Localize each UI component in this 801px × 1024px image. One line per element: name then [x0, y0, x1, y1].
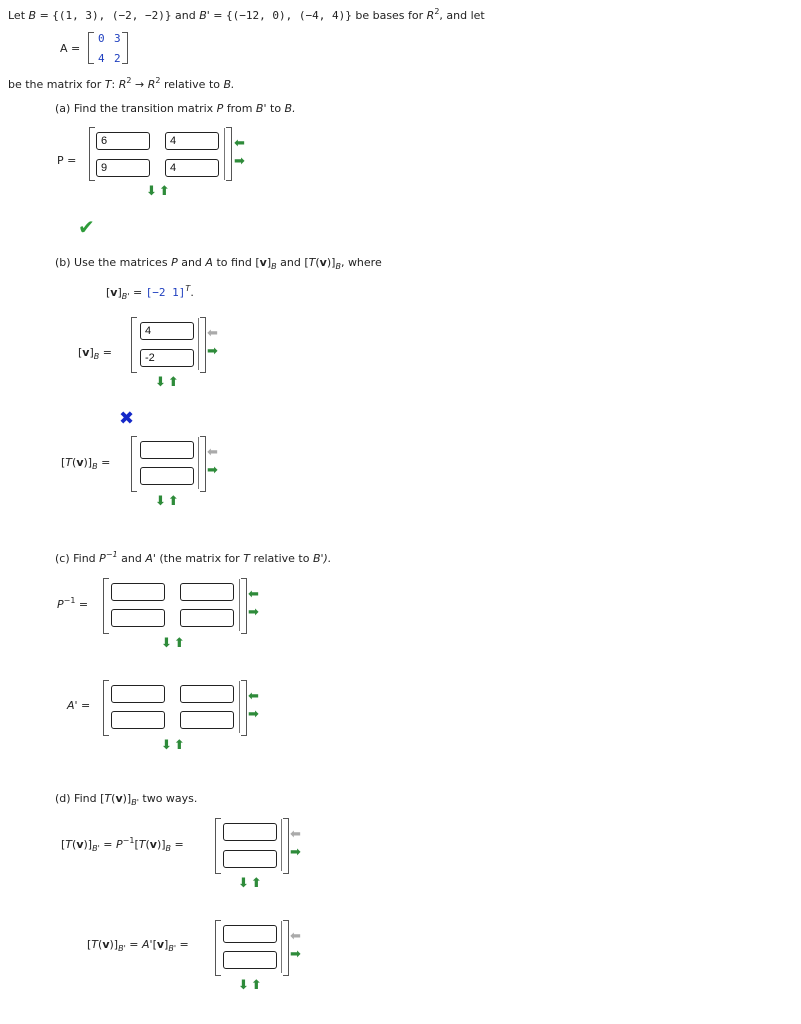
way1-input[interactable] — [223, 823, 277, 841]
a-matrix-cell: 3 — [114, 32, 121, 45]
p-matrix-row-controls — [146, 184, 172, 199]
matrix-line-arrow: → — [134, 78, 145, 91]
remove-column-left-icon[interactable]: ⬅ — [248, 587, 259, 602]
remove-row-up-icon[interactable]: ⬆ — [167, 494, 181, 509]
matrix-line-r: R — [118, 78, 127, 91]
part-c-p-inverse: $P^{-1}$ — [99, 550, 118, 565]
add-row-down-icon[interactable]: ⬇ — [161, 636, 174, 651]
intro-b-set: {(1, 3), (−2, −2)} — [52, 9, 172, 22]
intro-bp-symbol: B' — [199, 9, 210, 22]
part-b-v-b: $[v]_B$ — [255, 256, 277, 271]
way2-left-bracket — [215, 920, 221, 976]
part-a-p: P — [216, 102, 224, 115]
p-inverse-label: $P^{-1}$ = — [57, 596, 89, 611]
part-b-prompt-text: (b) Use the matrices — [55, 256, 168, 269]
p-inverse-divider — [239, 579, 240, 631]
remove-column-left-icon[interactable]: ⬅ — [207, 445, 218, 460]
intro-bp-set: {(−12, 0), (−4, 4)} — [226, 9, 352, 22]
p-matrix-input[interactable] — [165, 132, 219, 150]
tv-b-label: $[T(v)]_B$ = — [61, 456, 111, 471]
a-prime-label: A' = — [67, 699, 91, 712]
a-matrix-cell: 4 — [98, 52, 105, 65]
a-matrix-label: A = — [60, 42, 81, 55]
remove-row-up-icon[interactable]: ⬆ — [250, 876, 264, 891]
way1-right-bracket — [283, 818, 289, 874]
a-matrix-right-bracket — [122, 32, 128, 64]
part-a-prompt — [55, 102, 296, 115]
a-matrix-left-bracket — [88, 32, 94, 64]
v-b-input[interactable] — [140, 322, 194, 340]
matrix-line-r2: R — [147, 78, 156, 91]
part-b-and: and — [181, 256, 202, 269]
matrix-line-b: B. — [223, 78, 235, 91]
v-b-row-controls — [155, 375, 181, 390]
given-v-vector: [−2 1] — [145, 286, 186, 299]
part-c-bp: B'). — [312, 552, 332, 565]
tv-bprime-way2-label: $[T(v)]_{B'} = A'[v]_{B'}$ = — [87, 938, 189, 953]
part-b-tv-b: $[T(v)]_B$, — [304, 256, 345, 271]
matrix-line-exp2: 2 — [155, 76, 161, 85]
v-b-label: $[v]_B$ = — [78, 346, 112, 361]
a-prime-input[interactable] — [111, 711, 165, 729]
part-c-paren: (the matrix for — [159, 552, 240, 565]
v-b-input[interactable] — [140, 349, 194, 367]
part-c-relative: relative to — [253, 552, 310, 565]
part-b-where: where — [347, 256, 382, 269]
p-matrix-input[interactable] — [165, 159, 219, 177]
intro-r-exp: 2 — [434, 7, 440, 16]
p-inverse-input[interactable] — [111, 583, 165, 601]
part-d-prompt: (d) Find $[T(v)]_{B'}$ two ways. — [55, 792, 198, 807]
part-c-t: T — [243, 552, 250, 565]
intro-eq: = — [39, 9, 49, 22]
a-prime-input[interactable] — [180, 685, 234, 703]
p-matrix-input[interactable] — [96, 132, 150, 150]
add-column-right-icon[interactable]: ➡ — [248, 605, 259, 620]
part-b-to-find: to find — [216, 256, 252, 269]
matrix-line-suffix: relative to — [163, 78, 220, 91]
a-prime-right-bracket — [241, 680, 247, 736]
intro-be-bases: be bases for — [355, 9, 424, 22]
matrix-line-t: T — [104, 78, 112, 91]
remove-column-left-icon[interactable]: ⬅ — [207, 326, 218, 341]
add-column-right-icon[interactable]: ➡ — [207, 463, 218, 478]
incorrect-cross-icon: ✖ — [119, 408, 135, 429]
way2-input[interactable] — [223, 951, 277, 969]
part-d-two-ways: two ways. — [142, 792, 198, 805]
a-matrix-cell: 2 — [114, 52, 121, 65]
way1-input[interactable] — [223, 850, 277, 868]
part-c-prompt-text: (c) Find — [55, 552, 96, 565]
remove-column-left-icon[interactable]: ⬅ — [248, 689, 259, 704]
p-inverse-input[interactable] — [180, 583, 234, 601]
tv-b-row-controls — [155, 494, 181, 509]
intro-and: and — [175, 9, 196, 22]
part-a-prompt-text: (a) Find the transition matrix — [55, 102, 214, 115]
matrix-line-colon: : — [111, 78, 116, 91]
given-v-bprime: $[v]_{B'} = [-2$ 1]$^T$. — [106, 284, 194, 301]
add-column-right-icon[interactable]: ➡ — [290, 845, 301, 860]
part-c-and: and — [121, 552, 142, 565]
part-d-prompt-text: (d) Find — [55, 792, 97, 805]
way1-row-controls — [238, 876, 264, 891]
part-a-from: from — [226, 102, 253, 115]
remove-row-up-icon[interactable]: ⬆ — [158, 184, 172, 199]
p-matrix-left-bracket — [89, 127, 95, 181]
way1-divider — [281, 819, 282, 871]
way2-divider — [281, 921, 282, 973]
part-b-prompt — [55, 256, 382, 269]
add-row-down-icon[interactable]: ⬇ — [155, 494, 168, 509]
p-matrix-input[interactable] — [96, 159, 150, 177]
intro-and-let: , and let — [439, 9, 485, 22]
p-inverse-left-bracket — [103, 578, 109, 634]
a-prime-input[interactable] — [111, 685, 165, 703]
p-inverse-right-bracket — [241, 578, 247, 634]
v-b-divider — [198, 318, 199, 370]
p-matrix-divider — [224, 128, 225, 180]
tv-b-divider — [198, 437, 199, 489]
remove-row-up-icon[interactable]: ⬆ — [250, 978, 264, 993]
p-inverse-input[interactable] — [111, 609, 165, 627]
remove-column-left-icon[interactable]: ⬅ — [290, 929, 301, 944]
way1-left-bracket — [215, 818, 221, 874]
way2-input[interactable] — [223, 925, 277, 943]
matrix-line-prefix: be the matrix for — [8, 78, 102, 91]
add-row-down-icon[interactable]: ⬇ — [155, 375, 168, 390]
a-prime-row-controls — [161, 738, 187, 753]
part-c-prompt — [55, 552, 331, 565]
remove-column-left-icon[interactable]: ⬅ — [290, 827, 301, 842]
tv-b-left-bracket — [131, 436, 137, 492]
remove-column-left-icon[interactable]: ⬅ — [234, 136, 245, 151]
remove-row-up-icon[interactable]: ⬆ — [173, 636, 187, 651]
a-prime-input[interactable] — [180, 711, 234, 729]
add-column-right-icon[interactable]: ➡ — [290, 947, 301, 962]
add-column-right-icon[interactable]: ➡ — [248, 707, 259, 722]
a-matrix-cell: 0 — [98, 32, 105, 45]
remove-row-up-icon[interactable]: ⬆ — [173, 738, 187, 753]
matrix-line-exp: 2 — [126, 76, 132, 85]
add-row-down-icon[interactable]: ⬇ — [146, 184, 159, 199]
add-row-down-icon[interactable]: ⬇ — [238, 978, 251, 993]
part-b-and-2: and — [280, 256, 301, 269]
v-b-left-bracket — [131, 317, 137, 373]
tv-b-input[interactable] — [140, 441, 194, 459]
intro-eq-2: = — [213, 9, 223, 22]
add-row-down-icon[interactable]: ⬇ — [161, 738, 174, 753]
p-inverse-input[interactable] — [180, 609, 234, 627]
matrix-for-t-line — [8, 78, 235, 91]
p-matrix-label: P = — [57, 154, 77, 167]
part-b-p: P — [171, 256, 178, 269]
intro-r: R — [426, 9, 435, 22]
part-b-a: A — [205, 256, 213, 269]
add-column-right-icon[interactable]: ➡ — [207, 344, 218, 359]
part-a-to: to — [270, 102, 282, 115]
tv-b-right-bracket — [200, 436, 206, 492]
tv-bprime-way1-label: $[T(v)]_{B'} = P^{-1}[T(v)]_B$ = — [61, 836, 184, 853]
intro-let: Let — [8, 9, 26, 22]
remove-row-up-icon[interactable]: ⬆ — [167, 375, 181, 390]
v-b-right-bracket — [200, 317, 206, 373]
given-v-transpose: T — [185, 284, 191, 293]
part-c-a-prime: A' — [145, 552, 156, 565]
part-a-bp: B' — [255, 102, 267, 115]
correct-check-icon: ✔ — [78, 215, 95, 239]
p-inverse-row-controls — [161, 636, 187, 651]
a-prime-left-bracket — [103, 680, 109, 736]
intro-b-symbol: B — [28, 9, 37, 22]
p-matrix-right-bracket — [226, 127, 232, 181]
add-column-right-icon[interactable]: ➡ — [234, 154, 245, 169]
a-prime-divider — [239, 681, 240, 733]
part-a-b: B. — [284, 102, 296, 115]
tv-b-input[interactable] — [140, 467, 194, 485]
way2-row-controls — [238, 978, 264, 993]
add-row-down-icon[interactable]: ⬇ — [238, 876, 251, 891]
intro-line — [8, 9, 485, 22]
way2-right-bracket — [283, 920, 289, 976]
